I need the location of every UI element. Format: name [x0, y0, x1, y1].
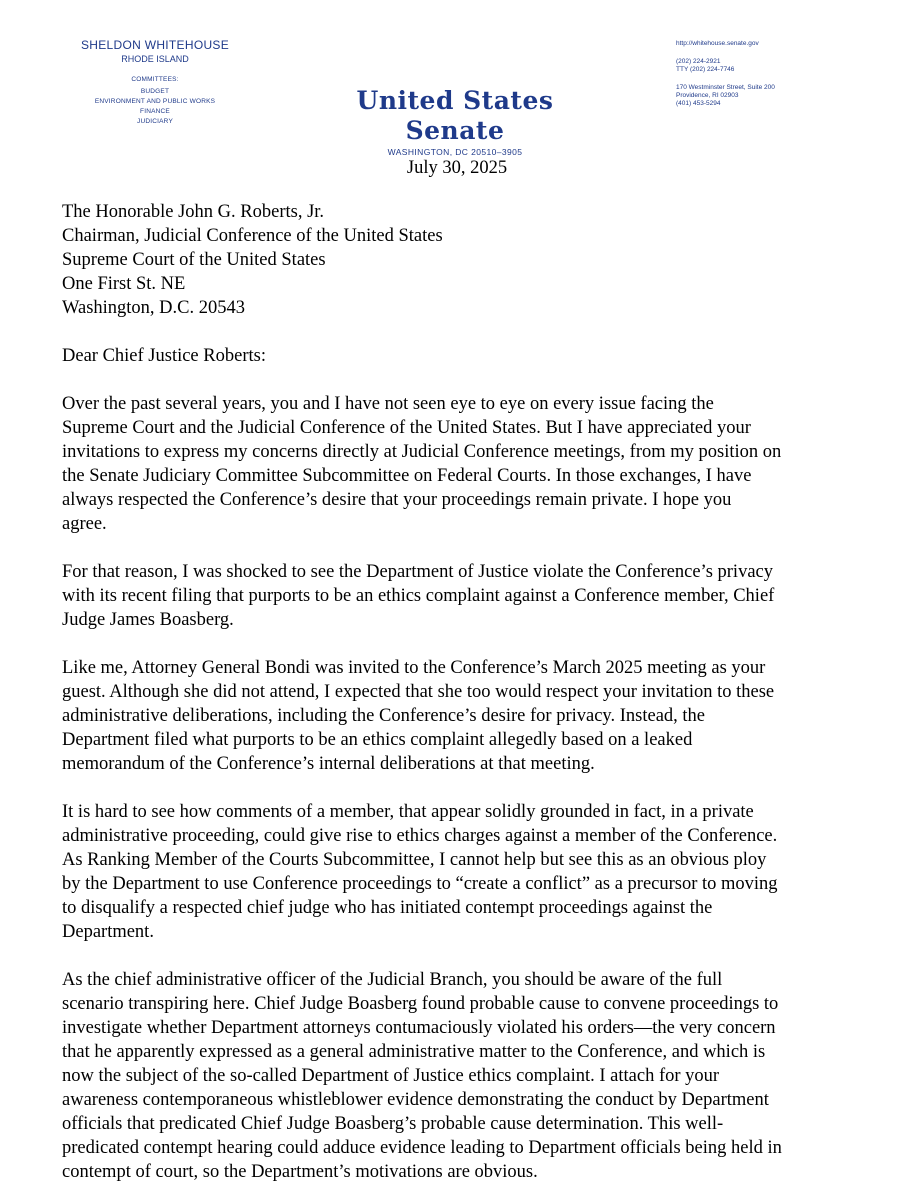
- paragraph-line: awareness contemporaneous whistleblower evidence demonstrating the conduct by Department: [62, 1090, 769, 1110]
- office-phone: (202) 224-2921: [676, 58, 721, 65]
- state-office-phone: (401) 453-5294: [676, 100, 721, 107]
- paragraph-line: guest. Although she did not attend, I expected that she too would respect your invitation to these: [62, 682, 775, 702]
- paragraph-line: agree.: [62, 514, 107, 534]
- recipient-line: Supreme Court of the United States: [62, 250, 326, 270]
- paragraph-line: the Senate Judiciary Committee Subcommittee on Federal Courts. In those exchanges, I have: [62, 466, 752, 486]
- paragraph-line: Judge James Boasberg.: [62, 610, 234, 630]
- committee-item: BUDGET: [140, 88, 170, 95]
- paragraph-line: investigate whether Department attorneys contumaciously violated his orders—the very concern: [62, 1018, 776, 1038]
- paragraph-line: Supreme Court and the Judicial Conference of the United States. But I have appreciated your: [62, 418, 751, 438]
- committee-item: ENVIRONMENT AND PUBLIC WORKS: [94, 98, 216, 105]
- paragraph-1: [62, 392, 862, 536]
- recipient-line: One First St. NE: [62, 274, 186, 294]
- senate-address: WASHINGTON, DC 20510–3905: [387, 147, 523, 157]
- state-office-city: Providence, RI 02903: [676, 92, 739, 99]
- paragraph-line: As the chief administrative officer of the Judicial Branch, you should be aware of the full: [62, 970, 723, 990]
- salutation: Dear Chief Justice Roberts:: [62, 346, 266, 366]
- paragraph-line: always respected the Conference’s desire that your proceedings remain private. I hope you: [62, 490, 732, 510]
- paragraph-line: Like me, Attorney General Bondi was invited to the Conference’s March 2025 meeting as your: [62, 658, 766, 678]
- senator-name: SHELDON WHITEHOUSE: [80, 38, 230, 52]
- tty-phone: TTY (202) 224-7746: [676, 66, 735, 73]
- paragraph-line: invitations to express my concerns directly at Judicial Conference meetings, from my position on: [62, 442, 782, 462]
- letterhead-right: [676, 40, 856, 108]
- recipient-address: [62, 200, 862, 320]
- recipient-line: The Honorable John G. Roberts, Jr.: [62, 202, 325, 222]
- paragraph-line: Department.: [62, 922, 154, 942]
- paragraph-4: [62, 800, 862, 944]
- paragraph-line: Department filed what purports to be an ethics complaint allegedly based on a leaked: [62, 730, 693, 750]
- recipient-line: Chairman, Judicial Conference of the United States: [62, 226, 443, 246]
- website-link[interactable]: http://whitehouse.senate.gov: [676, 40, 759, 47]
- paragraph-line: officials that predicated Chief Judge Boasberg’s probable cause determination. This well-: [62, 1114, 724, 1134]
- recipient-line: Washington, D.C. 20543: [62, 298, 245, 318]
- paragraph-5: [62, 968, 862, 1184]
- paragraph-line: As Ranking Member of the Courts Subcommittee, I cannot help but see this as an obvious ploy: [62, 850, 767, 870]
- paragraph-2: [62, 560, 862, 632]
- paragraph-line: For that reason, I was shocked to see the Department of Justice violate the Conference’s privacy: [62, 562, 773, 582]
- paragraph-line: scenario transpiring here. Chief Judge Boasberg found probable cause to convene proceedings to: [62, 994, 779, 1014]
- paragraph-line: that he apparently expressed as a general administrative matter to the Conference, and which is: [62, 1042, 766, 1062]
- letterhead-left: [60, 38, 250, 127]
- paragraph-line: to disqualify a respected chief judge who has initiated contempt proceedings against the: [62, 898, 713, 918]
- state-office-street: 170 Westminster Street, Suite 200: [676, 84, 775, 91]
- paragraph-line: by the Department to use Conference proceedings to “create a conflict” as a precursor to moving: [62, 874, 778, 894]
- paragraph-line: now the subject of the so-called Department of Justice ethics complaint. I attach for your: [62, 1066, 720, 1086]
- paragraph-line: contempt of court, so the Department’s motivations are obvious.: [62, 1162, 538, 1182]
- paragraph-line: administrative proceeding, could give rise to ethics charges against a member of the Conference.: [62, 826, 778, 846]
- paragraph-3: [62, 656, 862, 776]
- senate-letterhead-seal: [330, 86, 580, 158]
- paragraph-line: memorandum of the Conference’s internal deliberations at that meeting.: [62, 754, 595, 774]
- committees-label: COMMITTEES:: [131, 76, 179, 83]
- paragraph-line: Over the past several years, you and I have not seen eye to eye on every issue facing the: [62, 394, 714, 414]
- paragraph-line: It is hard to see how comments of a member, that appear solidly grounded in fact, in a private: [62, 802, 754, 822]
- letter-body: [62, 200, 862, 1184]
- paragraph-line: predicated contempt hearing could adduce evidence leading to Department officials being held in: [62, 1138, 782, 1158]
- paragraph-line: with its recent filing that purports to be an ethics complaint against a Conference member, Chief: [62, 586, 775, 606]
- letter-date: July 30, 2025: [406, 158, 508, 178]
- committee-item: FINANCE: [140, 108, 170, 115]
- senate-title: United States Senate: [356, 86, 554, 145]
- committee-item: JUDICIARY: [137, 118, 173, 125]
- paragraph-line: administrative deliberations, including the Conference’s desire for privacy. Instead, the: [62, 706, 706, 726]
- senator-state: RHODE ISLAND: [121, 54, 189, 64]
